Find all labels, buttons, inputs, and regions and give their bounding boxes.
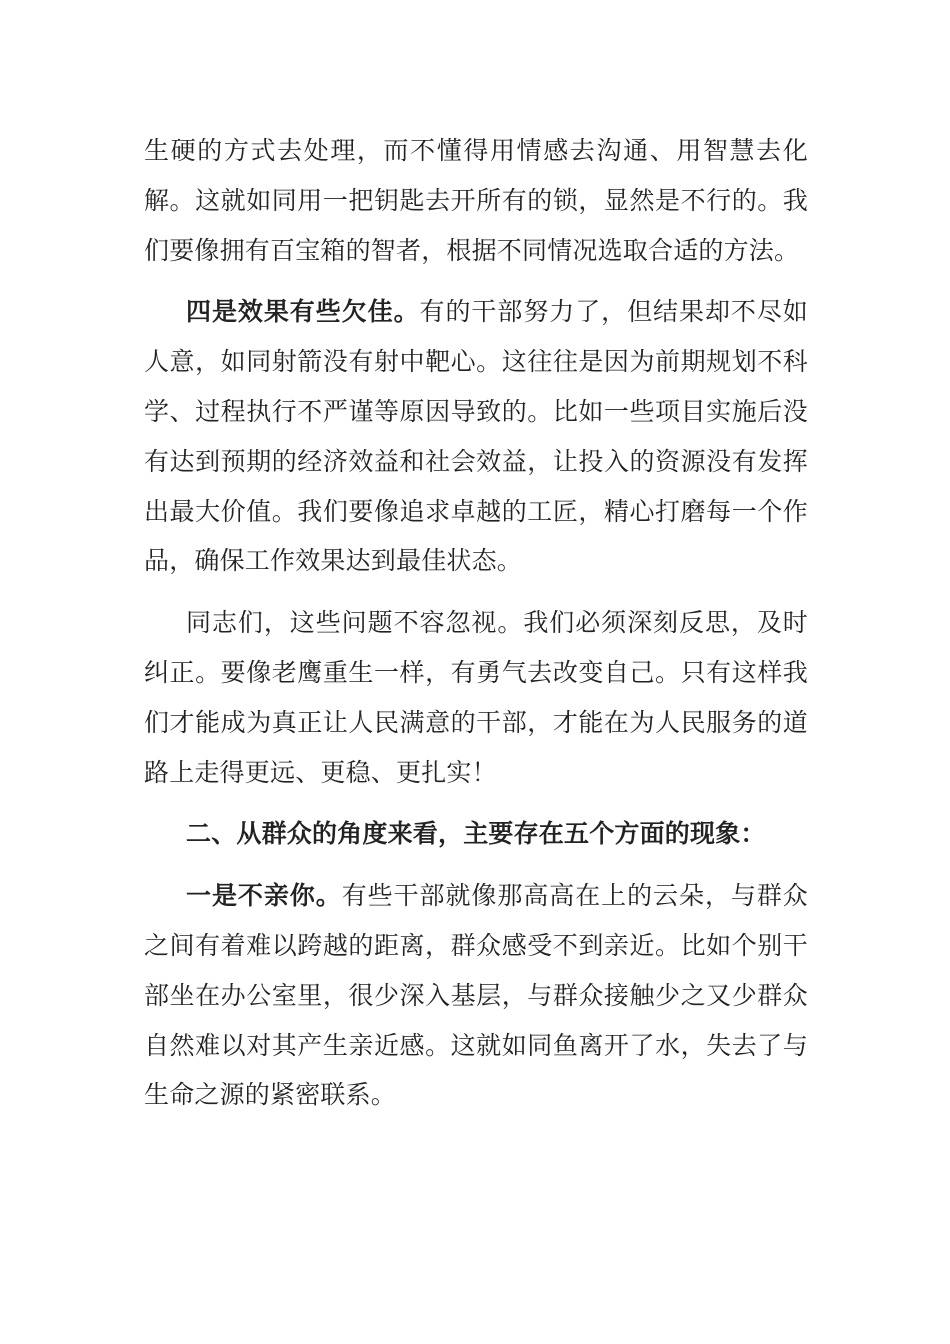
document-page bbox=[144, 126, 808, 1120]
paragraph-effect-poor bbox=[144, 287, 808, 586]
paragraph-lead-heading: 一是不亲你。 bbox=[186, 881, 342, 911]
paragraph-comrades bbox=[144, 598, 808, 797]
paragraph-not-close bbox=[144, 871, 808, 1120]
paragraph-continuation bbox=[144, 126, 808, 275]
paragraph-text: 有的干部努力了，但结果却不尽如人意，如同射箭没有射中靶心。这往往是因为前期规划不科学、过程执行不严谨等原因导致的。比如一些项目实施后没有达到预期的经济效益和社会效益，让投入的资源没有发挥出最大价值。我们要像追求卓越的工匠，精心打磨每一个作品，确保工作效果达到最佳状态。 bbox=[144, 297, 808, 576]
paragraph-text: 有些干部就像那高高在上的云朵，与群众之间有着难以跨越的距离，群众感受不到亲近。比如个别干部坐在办公室里，很少深入基层，与群众接触少之又少群众自然难以对其产生亲近感。这就如同鱼离开了水，失去了与生命之源的紧密联系。 bbox=[144, 881, 808, 1110]
paragraph-text: 同志们，这些问题不容忽视。我们必须深刻反思，及时纠正。要像老鹰重生一样，有勇气去改变自己。只有这样我们才能成为真正让人民满意的干部，才能在为人民服务的道路上走得更远、更稳、更扎实！ bbox=[144, 608, 808, 787]
section-heading-text: 二、从群众的角度来看，主要存在五个方面的现象： bbox=[186, 819, 766, 849]
paragraph-lead-heading: 四是效果有些欠佳。 bbox=[186, 297, 420, 327]
section-heading-masses-view bbox=[144, 809, 808, 859]
paragraph-text: 生硬的方式去处理，而不懂得用情感去沟通、用智慧去化解。这就如同用一把钥匙去开所有的锁，显然是不行的。我们要像拥有百宝箱的智者，根据不同情况选取合适的方法。 bbox=[144, 136, 808, 265]
